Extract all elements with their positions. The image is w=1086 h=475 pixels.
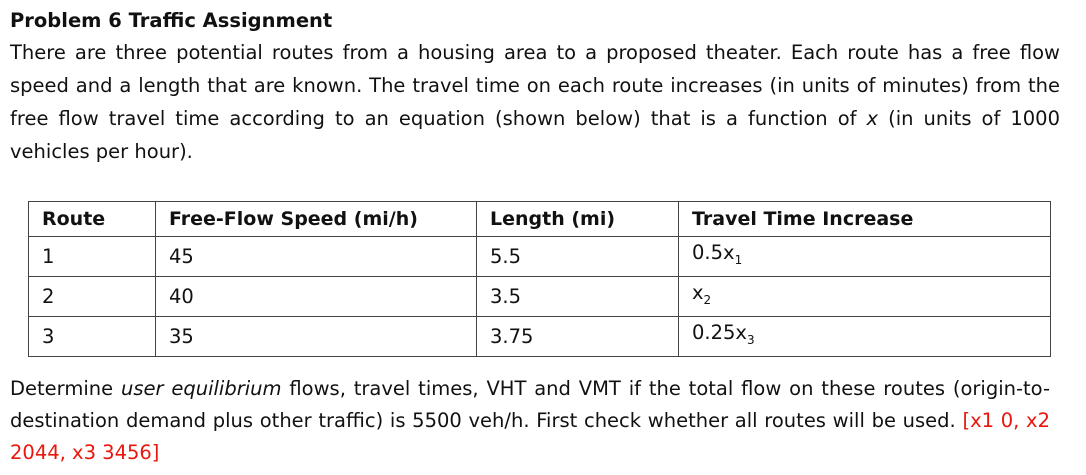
intro-text-1: There are three potential routes from a housing area to a proposed theater. Each route has a free flow speed and a length that are known. The travel time on each route increases (in units of minutes) from the free flow travel time according to an equation (shown below) that is a function of [10,41,1060,130]
variable-subscript: 3 [746,332,755,347]
cell-travel-time-increase [679,276,1051,316]
cell-speed: 45 [156,237,477,277]
cell-length: 3.5 [477,276,679,316]
cell-travel-time-increase [679,237,1051,277]
problem-intro [10,36,1060,168]
variable: x [735,320,747,344]
question-text-2: flows, travel times, VHT and VMT if the total flow on these routes (origin-to-destination demand plus other traffic) is 5500 veh/h. First check whether all routes will be used. [10,377,1050,432]
coefficient: 0.25 [692,320,736,344]
answer-key: [x1 0, x2 2044, x3 3456] [10,409,1050,464]
routes-table [28,201,1051,357]
header-length: Length (mi) [477,202,679,237]
cell-speed: 35 [156,316,477,356]
question-text-1: Determine [10,377,121,400]
intro-text-2: (in units of 1000 vehicles per hour). [10,107,1060,163]
header-travel-time-increase: Travel Time Increase [679,202,1051,237]
problem-title: Problem 6 Traffic Assignment [10,9,333,32]
variable-subscript: 2 [703,292,712,307]
cell-length: 5.5 [477,237,679,277]
question-italic-term: user equilibrium [120,377,282,400]
table-row [29,276,1051,316]
cell-speed: 40 [156,276,477,316]
variable-subscript: 1 [734,252,743,267]
cell-route: 1 [29,237,156,277]
question-paragraph [10,373,1050,469]
coefficient: 0.5 [692,241,724,264]
table-row [29,316,1051,356]
table-row [29,237,1051,277]
header-speed: Free-Flow Speed (mi/h) [156,202,477,237]
problem-page [10,6,1060,168]
cell-route: 3 [29,316,156,356]
variable: x [723,241,735,264]
table-header-row [29,202,1051,237]
routes-table-container [28,201,1051,357]
cell-route: 2 [29,276,156,316]
cell-length: 3.75 [477,316,679,356]
cell-travel-time-increase [679,316,1051,356]
header-route: Route [29,202,156,237]
intro-variable: x [866,107,879,130]
variable: x [692,280,704,304]
